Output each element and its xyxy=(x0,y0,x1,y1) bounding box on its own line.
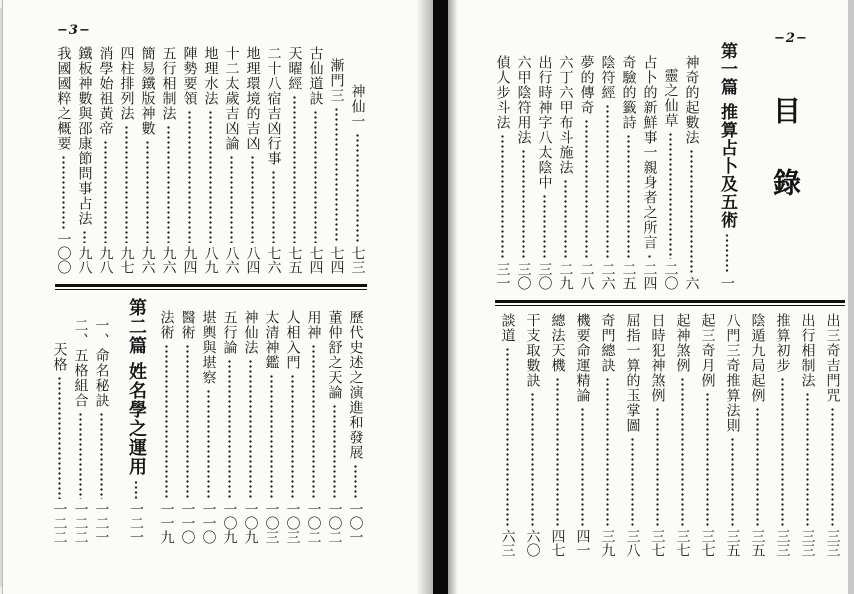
toc-entry xyxy=(200,42,221,274)
toc-entry-title: 六丁六甲布斗施法 xyxy=(557,55,574,175)
dot-leader xyxy=(242,155,263,243)
toc-entry-page-number: 三七 xyxy=(699,529,716,557)
toc-entry-title: 偵人步斗法 xyxy=(494,55,511,130)
toc-entry-title: 出行相制法 xyxy=(799,313,816,388)
toc-entry-title: 出三奇吉門咒 xyxy=(824,313,841,403)
toc-entry xyxy=(305,42,326,274)
toc-entry-page-number: 一一九 xyxy=(158,502,175,544)
toc-entry-title: 六甲陰符用法 xyxy=(515,55,532,145)
toc-entry-title: 談道 xyxy=(499,313,516,343)
toc-entry xyxy=(282,298,303,544)
toc-entry-page-number: 三八 xyxy=(624,529,641,557)
right-page-edge xyxy=(848,0,854,594)
dot-leader xyxy=(122,480,150,499)
toc-entry-page-number: 九六 xyxy=(139,246,156,274)
toc-entry-page-number: 一〇三 xyxy=(263,502,280,544)
toc-entry-title: 推算初步 xyxy=(774,313,791,373)
toc-entry-title: 五行相制法 xyxy=(160,46,177,121)
toc-entry xyxy=(597,42,618,290)
toc-entry-page-number: 三七 xyxy=(649,529,666,557)
toc-entry xyxy=(645,307,670,557)
dot-leader xyxy=(177,344,198,499)
left-upper-entry-list xyxy=(53,42,368,274)
dot-leader xyxy=(492,134,513,259)
toc-entry-page-number: 四七 xyxy=(549,529,566,557)
toc-entry-title: 機要命運精論 xyxy=(574,313,591,403)
toc-entry-page-number: 三七 xyxy=(674,529,691,557)
toc-entry xyxy=(116,42,137,274)
toc-entry xyxy=(179,42,200,274)
toc-entry-page-number: 一〇九 xyxy=(242,502,259,544)
toc-entry-title: 用神 xyxy=(305,310,322,340)
toc-entry-title: 神仙一 xyxy=(349,84,366,129)
toc-entry xyxy=(513,42,534,290)
part-two-page-number: 一二一 xyxy=(128,502,144,544)
toc-entry-page-number: 三三 xyxy=(824,529,841,557)
toc-entry xyxy=(324,298,345,544)
dot-leader xyxy=(745,407,770,526)
contents-heading: 目錄 xyxy=(769,96,802,240)
toc-entry xyxy=(177,298,198,544)
toc-entry xyxy=(158,42,179,274)
dot-leader xyxy=(156,344,177,499)
toc-entry-title: 陣勢要領 xyxy=(181,46,198,106)
dot-leader xyxy=(695,392,720,526)
toc-entry xyxy=(74,42,95,274)
toc-entry-page-number: 二六 xyxy=(599,262,616,290)
toc-entry-page-number: 二五 xyxy=(620,262,637,290)
toc-entry-title: 四柱排列法 xyxy=(118,46,135,121)
right-lower-toc xyxy=(495,307,845,557)
dot-leader xyxy=(261,374,282,499)
toc-entry xyxy=(745,307,770,557)
right-upper-entry-list xyxy=(492,42,702,290)
toc-entry-title: 二十八宿吉凶行事 xyxy=(265,46,282,166)
toc-entry-page-number: 七四 xyxy=(328,246,345,274)
part-one-label: 第一篇 xyxy=(717,42,737,96)
part-one-heading xyxy=(714,42,740,290)
toc-entry xyxy=(795,307,820,557)
toc-entry xyxy=(49,298,70,544)
toc-entry xyxy=(681,42,702,290)
toc-entry-page-number: 一二二 xyxy=(72,502,89,544)
dot-leader xyxy=(597,104,618,259)
part-two-title: 姓名學之運用 xyxy=(126,362,147,476)
dot-leader xyxy=(670,377,695,526)
toc-entry-title: 一、命名秘訣 xyxy=(93,318,110,408)
dot-leader xyxy=(284,95,305,243)
toc-entry xyxy=(820,307,845,557)
toc-entry-title: 二、五格組合 xyxy=(72,318,89,408)
dot-leader xyxy=(198,389,219,499)
toc-entry-title: 法術 xyxy=(158,310,175,340)
toc-entry xyxy=(545,307,570,557)
toc-entry-title: 神仙法 xyxy=(242,310,259,355)
toc-entry xyxy=(595,307,620,557)
toc-entry xyxy=(534,42,555,290)
toc-entry-page-number: 九四 xyxy=(181,246,198,274)
toc-entry-page-number: 一一〇 xyxy=(179,502,196,544)
toc-entry xyxy=(495,307,520,557)
toc-entry xyxy=(520,307,545,557)
toc-entry-page-number: 八六 xyxy=(223,246,240,274)
dot-leader xyxy=(116,125,137,243)
toc-entry-title: 消學始祖黃帝 xyxy=(97,46,114,136)
toc-entry-title: 夢的傳奇 xyxy=(578,55,595,115)
toc-entry-page-number: 二八 xyxy=(578,262,595,290)
dot-leader xyxy=(555,179,576,259)
dot-leader xyxy=(681,149,702,273)
toc-entry-title: 地理環境的吉凶 xyxy=(244,46,261,151)
toc-entry-page-number: 三三 xyxy=(774,529,791,557)
dot-leader xyxy=(495,347,520,526)
toc-entry xyxy=(137,42,158,274)
toc-entry xyxy=(576,42,597,290)
toc-entry-title: 五行論 xyxy=(221,310,238,355)
toc-entry xyxy=(720,307,745,557)
dot-leader xyxy=(305,110,326,243)
toc-entry-page-number: 三〇 xyxy=(536,262,553,290)
toc-entry xyxy=(70,298,91,544)
toc-entry-page-number: 七三 xyxy=(349,246,366,274)
dot-leader xyxy=(53,155,74,229)
dot-leader xyxy=(618,134,639,259)
dot-leader xyxy=(820,407,845,526)
toc-entry xyxy=(639,42,660,290)
dot-leader xyxy=(263,170,284,243)
left-upper-toc xyxy=(53,42,368,274)
toc-entry-page-number: 一〇二 xyxy=(326,502,343,544)
toc-entry-page-number: 二〇 xyxy=(662,262,679,290)
dot-leader xyxy=(345,464,366,499)
toc-entry xyxy=(618,42,639,290)
dot-leader xyxy=(324,404,345,499)
toc-entry xyxy=(95,42,116,274)
toc-entry xyxy=(620,307,645,557)
dot-leader xyxy=(70,412,91,499)
dot-leader xyxy=(770,377,795,526)
toc-entry-page-number: 八四 xyxy=(244,246,261,274)
dot-leader xyxy=(570,407,595,526)
right-page-number: −2− xyxy=(774,31,808,46)
dot-leader xyxy=(137,140,158,243)
part-two-label: 第二篇 xyxy=(126,298,147,355)
toc-entry-page-number: 一二二 xyxy=(51,502,68,544)
toc-entry-title: 地理水法 xyxy=(202,46,219,106)
toc-entry-title: 八門三奇推算法則 xyxy=(724,313,741,433)
toc-entry-title: 醫術 xyxy=(179,310,196,340)
toc-entry-page-number: 七六 xyxy=(265,246,282,274)
toc-entry-title: 董仲舒之天論 xyxy=(326,310,343,400)
dot-leader xyxy=(520,392,545,526)
toc-entry-page-number: 八九 xyxy=(202,246,219,274)
gutter-shadow-left xyxy=(416,0,433,594)
toc-entry xyxy=(240,298,261,544)
dot-leader xyxy=(158,125,179,243)
toc-entry-page-number: 九六 xyxy=(160,246,177,274)
toc-entry-page-number: 一二一 xyxy=(93,502,110,544)
toc-entry-page-number: 三三 xyxy=(799,529,816,557)
dot-leader xyxy=(49,376,70,499)
toc-entry xyxy=(695,307,720,557)
toc-entry-page-number: 一〇二 xyxy=(305,502,322,544)
toc-entry-page-number: 四一 xyxy=(574,529,591,557)
toc-entry xyxy=(345,298,366,544)
left-section-divider xyxy=(55,284,367,290)
toc-entry-title: 奇門總訣 xyxy=(599,313,616,373)
toc-entry-page-number: 一〇一 xyxy=(347,502,364,544)
toc-entry-page-number: 三五 xyxy=(724,529,741,557)
dot-leader xyxy=(645,407,670,526)
toc-entry xyxy=(261,298,282,544)
toc-entry-title: 出行時神字八太陰中 xyxy=(536,55,553,190)
toc-entry-title: 我國國粹之概要 xyxy=(55,46,72,151)
toc-entry-title: 起神煞例 xyxy=(674,313,691,373)
left-lower-entry-list xyxy=(156,298,366,544)
toc-entry-page-number: 二四 xyxy=(641,262,658,290)
toc-entry-title: 太清神鑑 xyxy=(263,310,280,370)
dot-leader xyxy=(714,233,740,273)
toc-entry xyxy=(770,307,795,557)
left-page-number: −3− xyxy=(57,23,91,38)
toc-entry-title: 神奇的起數法 xyxy=(683,55,700,145)
toc-entry xyxy=(492,42,513,290)
toc-entry xyxy=(53,42,74,274)
toc-entry xyxy=(263,42,284,274)
toc-entry-title: 干支取數訣 xyxy=(524,313,541,388)
dot-leader xyxy=(95,140,116,243)
toc-entry xyxy=(570,307,595,557)
toc-entry-title: 起三奇月例 xyxy=(699,313,716,388)
part-two-entry-list xyxy=(49,298,112,544)
toc-entry-title: 總法天機 xyxy=(549,313,566,373)
toc-entry xyxy=(303,298,324,544)
toc-entry xyxy=(242,42,263,274)
dot-leader xyxy=(720,437,745,526)
toc-entry-title: 古仙道訣 xyxy=(307,46,324,106)
toc-entry-title: 十二太歲吉凶論 xyxy=(223,46,240,151)
dot-leader xyxy=(347,133,368,243)
toc-entry-title: 陰符經 xyxy=(599,55,616,100)
part-two-heading xyxy=(122,298,150,544)
dot-leader xyxy=(91,412,112,499)
toc-entry-page-number: 一一〇 xyxy=(200,502,217,544)
toc-entry-page-number: 九八 xyxy=(76,246,93,274)
toc-entry-title: 天曜經 xyxy=(286,46,303,91)
dot-leader xyxy=(219,359,240,499)
dot-leader xyxy=(282,374,303,499)
dot-leader xyxy=(74,230,95,243)
toc-entry-page-number: 三一 xyxy=(494,262,511,290)
toc-entry-page-number: 三五 xyxy=(749,529,766,557)
toc-entry-page-number: 一〇〇 xyxy=(55,232,72,274)
dot-leader xyxy=(534,194,555,259)
toc-entry xyxy=(284,42,305,274)
dot-leader xyxy=(200,110,221,243)
dot-leader xyxy=(620,437,645,526)
toc-entry xyxy=(91,298,112,544)
dot-leader xyxy=(795,392,820,526)
right-upper-toc xyxy=(492,42,740,290)
toc-entry-page-number: 七四 xyxy=(307,246,324,274)
toc-entry-page-number: 一〇九 xyxy=(221,502,238,544)
toc-entry xyxy=(326,42,347,274)
toc-entry xyxy=(660,42,681,290)
toc-entry-page-number: 七五 xyxy=(286,246,303,274)
toc-entry xyxy=(221,42,242,274)
toc-entry-title: 陰遁九局起例 xyxy=(749,313,766,403)
dot-leader xyxy=(660,132,681,259)
toc-entry-title: 鐵板神數與邵康節問事占法 xyxy=(76,46,93,226)
toc-entry-title: 歷代史述之演進和發展 xyxy=(347,310,364,460)
part-one-title: 推算占卜及五術 xyxy=(717,103,737,229)
toc-entry-title: 靈之仙草 xyxy=(662,68,679,128)
toc-entry-page-number: 二九 xyxy=(557,262,574,290)
toc-entry-title: 屈指一算的玉掌圖 xyxy=(624,313,641,433)
dot-leader xyxy=(513,149,534,259)
dot-leader xyxy=(576,119,597,259)
toc-entry-page-number: 三〇 xyxy=(515,262,532,290)
toc-entry-title: 堪輿與堪察 xyxy=(200,310,217,385)
book-gutter xyxy=(433,0,448,594)
part-one-page-number: 一 xyxy=(719,276,735,290)
toc-entry-page-number: 一〇三 xyxy=(284,502,301,544)
toc-entry xyxy=(347,42,368,274)
dot-leader xyxy=(595,377,620,526)
toc-entry-title: 人相入門 xyxy=(284,310,301,370)
dot-leader xyxy=(545,377,570,526)
toc-entry-page-number: 九七 xyxy=(118,246,135,274)
toc-entry-page-number: 六三 xyxy=(499,529,516,557)
left-lower-toc xyxy=(49,298,366,544)
toc-entry-page-number: 九八 xyxy=(97,246,114,274)
toc-entry-title: 漸門三 xyxy=(328,58,345,103)
toc-entry-page-number: 六〇 xyxy=(524,529,541,557)
right-section-divider xyxy=(495,300,845,306)
toc-entry xyxy=(219,298,240,544)
toc-entry xyxy=(670,307,695,557)
dot-leader xyxy=(221,155,242,243)
toc-entry-title: 奇驗的籤詩 xyxy=(620,55,637,130)
toc-entry-page-number: 三九 xyxy=(599,529,616,557)
dot-leader xyxy=(303,344,324,499)
toc-entry xyxy=(198,298,219,544)
gutter-shadow-right xyxy=(448,0,458,594)
toc-entry-title: 簡易鐵版神數 xyxy=(139,46,156,136)
toc-entry-title: 占卜的新鮮事一親身者之所言 xyxy=(641,55,658,250)
dot-leader xyxy=(326,107,347,243)
dot-leader xyxy=(179,110,200,243)
toc-entry-page-number: 六 xyxy=(683,276,700,290)
toc-entry xyxy=(156,298,177,544)
toc-entry-title: 日時犯神煞例 xyxy=(649,313,666,403)
toc-entry-title: 天格 xyxy=(51,342,68,372)
right-lower-entry-list xyxy=(495,307,845,557)
dot-leader xyxy=(639,254,660,259)
dot-leader xyxy=(240,359,261,499)
toc-entry xyxy=(555,42,576,290)
